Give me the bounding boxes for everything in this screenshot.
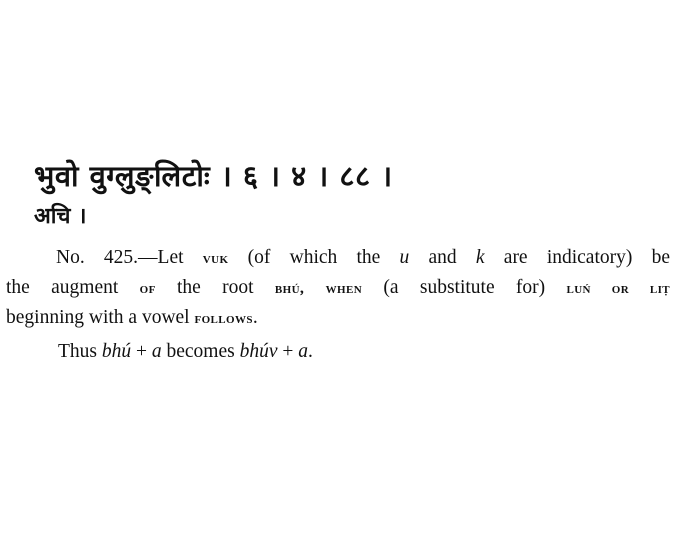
italic-term: k bbox=[475, 247, 485, 268]
text-run: and bbox=[409, 247, 476, 268]
text-run bbox=[304, 277, 325, 298]
text-run: . bbox=[252, 307, 258, 328]
text-run: (a substitute for) bbox=[362, 277, 567, 298]
text-run: are indicatory) be bbox=[484, 247, 670, 268]
text-run: + bbox=[131, 341, 152, 362]
italic-term: bhú bbox=[101, 341, 132, 362]
text-run: (of which the bbox=[228, 247, 400, 268]
text-run: . bbox=[308, 341, 313, 362]
small-caps-term: when bbox=[325, 280, 363, 297]
text-run: No. 425.—Let bbox=[56, 247, 203, 268]
text-run: becomes bbox=[161, 341, 240, 362]
small-caps-term: bhú, bbox=[274, 280, 305, 297]
sanskrit-anuvritti: अचि । bbox=[34, 204, 87, 229]
italic-term: a bbox=[298, 341, 309, 362]
paragraph-line-2 bbox=[6, 273, 670, 303]
paragraph-line-3 bbox=[6, 303, 670, 333]
paragraph-line-1 bbox=[6, 243, 670, 273]
small-caps-term: follows bbox=[194, 310, 253, 327]
text-run: beginning with a vowel bbox=[6, 307, 195, 328]
text-run: the augment bbox=[6, 277, 140, 298]
small-caps-term: vuk bbox=[202, 250, 229, 267]
small-caps-term: luń or liṭ bbox=[566, 280, 671, 297]
commentary-paragraph bbox=[6, 243, 670, 333]
small-caps-term: of bbox=[139, 280, 156, 297]
sanskrit-sutra: भुवो वुग्लुङ्लिटोः । ६ । ४ । ८८ । bbox=[34, 159, 393, 193]
text-run: + bbox=[277, 341, 299, 362]
text-run: the root bbox=[155, 277, 275, 298]
example-line bbox=[58, 341, 313, 363]
text-run: Thus bbox=[58, 341, 102, 362]
italic-term: u bbox=[399, 247, 410, 268]
italic-term: a bbox=[151, 341, 162, 362]
italic-term: bhúv bbox=[239, 341, 278, 362]
